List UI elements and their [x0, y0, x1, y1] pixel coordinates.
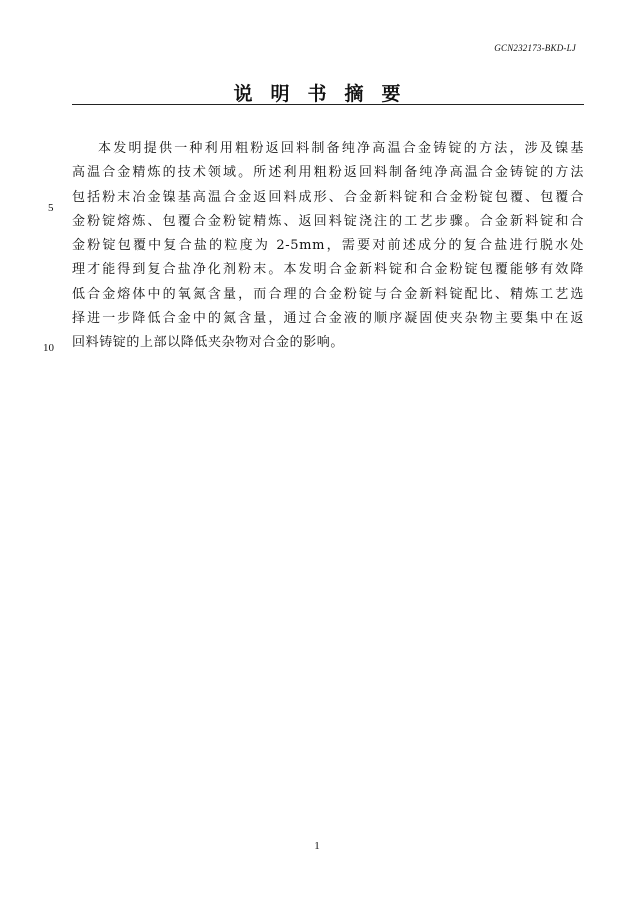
text-line: 包括粉末冶金镍基高温合金返回料成形、合金新料锭和合金粉锭包覆、包覆合	[72, 189, 584, 205]
text-line: 理才能得到复合盐净化剂粉末。本发明合金新料锭和合金粉锭包覆能够有效降	[72, 262, 584, 278]
page-title: 说明书摘要	[233, 83, 419, 105]
document-code: GCN232173-BKD-LJ	[494, 43, 576, 53]
line-number-10: 10	[43, 342, 54, 354]
text-line: 高温合金精炼的技术领域。所述利用粗粉返回料制备纯净高温合金铸锭的方法	[72, 165, 584, 181]
text-line: 择进一步降低合金中的氮含量，通过合金液的顺序凝固使夹杂物主要集中在返	[72, 310, 584, 326]
text-line: 本发明提供一种利用粗粉返回料制备纯净高温合金铸锭的方法，涉及镍基	[98, 141, 584, 156]
page-number: 1	[314, 840, 320, 852]
text-line: 回料铸锭的上部以降低夹杂物对合金的影响。	[72, 335, 345, 350]
text-line: 低合金熔体中的氧氮含量，而合理的合金粉锭与合金新料锭配比、精炼工艺选	[72, 286, 584, 302]
abstract-body	[72, 137, 584, 355]
title-divider	[72, 104, 584, 105]
text-line: 金粉锭熔炼、包覆合金粉锭精炼、返回料锭浇注的工艺步骤。合金新料锭和合	[72, 213, 584, 229]
text-line: 金粉锭包覆中复合盐的粒度为 2-5mm，需要对前述成分的复合盐进行脱水处	[72, 238, 584, 253]
line-number-5: 5	[48, 202, 54, 214]
